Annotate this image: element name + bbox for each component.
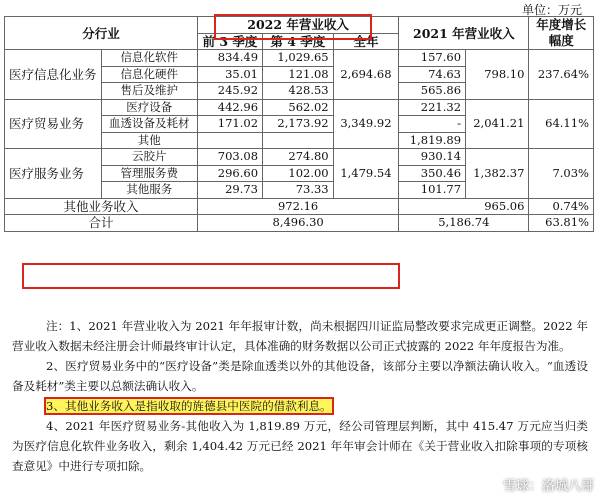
unit-label: 单位：万元 xyxy=(521,3,582,17)
q4-cell: 428.53 xyxy=(263,83,334,100)
segment-cell: 医疗服务业务 xyxy=(5,149,102,199)
header-rev2022: 2022 年营业收入 xyxy=(197,17,398,34)
y2021-cell: - xyxy=(399,116,466,133)
item-cell: 售后及维护 xyxy=(101,83,197,100)
y2021-cell: 930.14 xyxy=(399,149,466,166)
revenue-table xyxy=(4,16,594,232)
other-business-2022: 972.16 xyxy=(197,198,398,215)
header-growth: 年度增长幅度 xyxy=(529,17,594,50)
q1-3-cell: 35.01 xyxy=(197,66,262,83)
total-2022: 8,496.30 xyxy=(197,215,398,232)
note-3-wrapper xyxy=(12,396,588,416)
header-q1-3: 前 3 季度 xyxy=(197,33,262,50)
other-business-2021: 965.06 xyxy=(399,198,529,215)
q1-3-cell: 703.08 xyxy=(197,149,262,166)
header-segment: 分行业 xyxy=(5,17,198,50)
q4-cell xyxy=(263,132,334,149)
header-q4: 第 4 季度 xyxy=(263,33,334,50)
total-2021-cell: 2,041.21 xyxy=(466,99,529,149)
total-2021-cell: 798.10 xyxy=(466,50,529,100)
growth-cell: 7.03% xyxy=(529,149,594,199)
full-year-cell: 3,349.92 xyxy=(333,99,399,149)
segment-cell: 医疗贸易业务 xyxy=(5,99,102,149)
full-year-cell: 1,479.54 xyxy=(333,149,399,199)
q1-3-cell: 834.49 xyxy=(197,50,262,67)
q1-3-cell: 171.02 xyxy=(197,116,262,133)
total-row xyxy=(5,215,594,232)
q1-3-cell: 442.96 xyxy=(197,99,262,116)
y2021-cell: 350.46 xyxy=(399,165,466,182)
total-2021-cell: 1,382.37 xyxy=(466,149,529,199)
highlight-box-other-business xyxy=(22,263,400,289)
note-4: 4、2021 年医疗贸易业务-其他收入为 1,819.89 万元，经公司管理层判断，其中 415.47 万元应当归类为医疗信息化软件业务收入，剩余 1,404.42 万元已经 2021 年年审会计师在《关于营业收入扣除事项的专项核查意见》中进行专项扣除。 xyxy=(12,419,588,473)
snowball-logo-icon xyxy=(481,478,499,492)
y2021-cell: 221.32 xyxy=(399,99,466,116)
y2021-cell: 101.77 xyxy=(399,182,466,199)
notes-section xyxy=(12,316,588,476)
item-cell: 血透设备及耗材 xyxy=(101,116,197,133)
q4-cell: 121.08 xyxy=(263,66,334,83)
y2021-cell: 157.60 xyxy=(399,50,466,67)
q4-cell: 1,029.65 xyxy=(263,50,334,67)
q1-3-cell: 296.60 xyxy=(197,165,262,182)
q1-3-cell: 29.73 xyxy=(197,182,262,199)
q4-cell: 2,173.92 xyxy=(263,116,334,133)
item-cell: 医疗设备 xyxy=(101,99,197,116)
y2021-cell: 565.86 xyxy=(399,83,466,100)
q4-cell: 102.00 xyxy=(263,165,334,182)
growth-cell: 237.64% xyxy=(529,50,594,100)
q4-cell: 562.02 xyxy=(263,99,334,116)
y2021-cell: 1,819.89 xyxy=(399,132,466,149)
other-business-row xyxy=(5,198,594,215)
total-2021: 5,186.74 xyxy=(399,215,529,232)
item-cell: 其他服务 xyxy=(101,182,197,199)
q4-cell: 274.80 xyxy=(263,149,334,166)
q4-cell: 73.33 xyxy=(263,182,334,199)
watermark xyxy=(481,475,594,494)
note-1: 注：1、2021 年营业收入为 2021 年年报审计数，尚未根据四川证监局整改要求完成更正调整。2022 年营业收入数据未经注册会计师最终审计认定，具体准确的财务数据以公司正式披露的 2022 年年度报告为准。 xyxy=(12,319,588,353)
total-growth: 63.81% xyxy=(529,215,594,232)
segment-cell: 医疗信息化业务 xyxy=(5,50,102,100)
other-business-label: 其他业务收入 xyxy=(5,198,198,215)
note-3: 3、其他业务收入是指收取的旌德县中医院的借款利息。 xyxy=(46,399,332,413)
header-rev2021: 2021 年营业收入 xyxy=(399,17,529,50)
item-cell: 信息化软件 xyxy=(101,50,197,67)
item-cell: 信息化硬件 xyxy=(101,66,197,83)
total-label: 合计 xyxy=(5,215,198,232)
watermark-text: 雪球：洛城八哥 xyxy=(502,479,594,494)
growth-cell: 64.11% xyxy=(529,99,594,149)
other-business-growth: 0.74% xyxy=(529,198,594,215)
y2021-cell: 74.63 xyxy=(399,66,466,83)
note-2: 2、医疗贸易业务中的“医疗设备”类是除血透类以外的其他设备，该部分主要以净额法确认收入。“血透设备及耗材”类主要以总额法确认收入。 xyxy=(12,359,588,393)
item-cell: 其他 xyxy=(101,132,197,149)
table-row xyxy=(5,99,594,116)
header-full-year: 全年 xyxy=(333,33,399,50)
table-row xyxy=(5,50,594,67)
q1-3-cell xyxy=(197,132,262,149)
full-year-cell: 2,694.68 xyxy=(333,50,399,100)
q1-3-cell: 245.92 xyxy=(197,83,262,100)
item-cell: 管理服务费 xyxy=(101,165,197,182)
item-cell: 云胶片 xyxy=(101,149,197,166)
table-row xyxy=(5,149,594,166)
